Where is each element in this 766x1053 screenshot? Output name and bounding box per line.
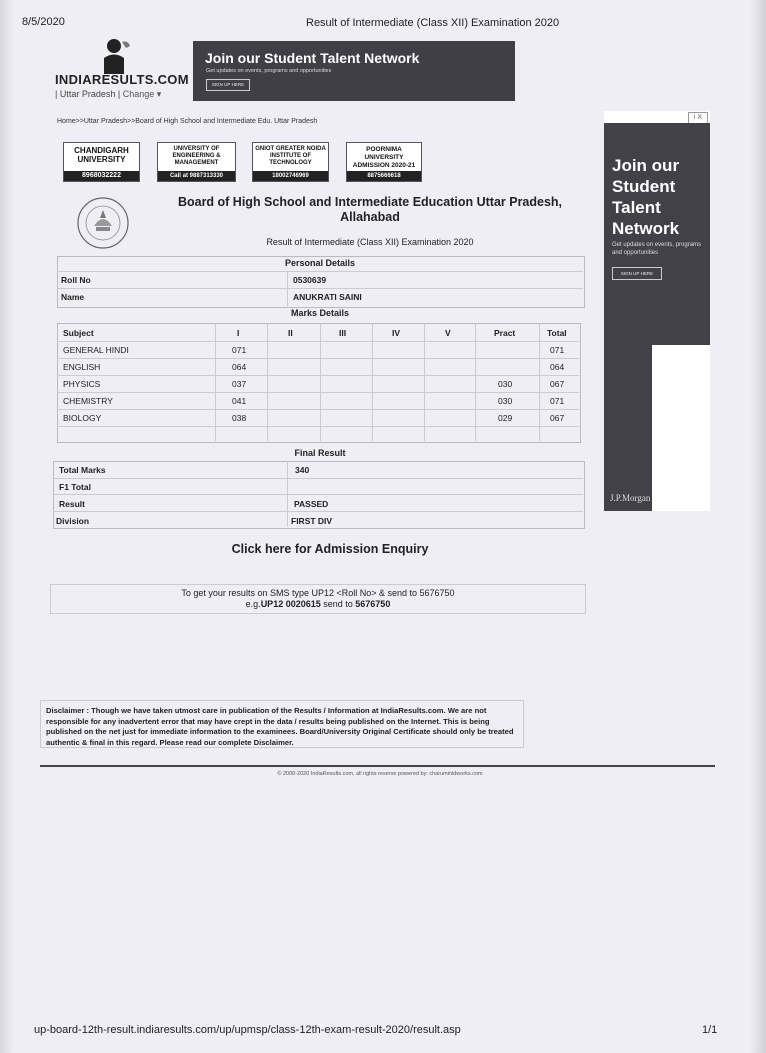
total-marks-value: 340 [295, 465, 310, 475]
row-divider [57, 392, 579, 393]
print-url: up-board-12th-result.indiaresults.com/up/upmsp/class-12th-exam-result-2020/result.asp [34, 1024, 461, 1036]
ad-headline: Join our Student Talent Network [205, 50, 420, 66]
col-divider [287, 461, 288, 527]
division-label: Division [56, 516, 90, 526]
result-value: PASSED [294, 499, 329, 509]
print-title: Result of Intermediate (Class XII) Examination 2020 [306, 17, 560, 29]
logo-person-icon [100, 38, 132, 74]
final-result-heading: Final Result [294, 448, 346, 458]
marks-i: 071 [232, 345, 247, 355]
sponsor-name: UNIVERSITY OF ENGINEERING & MANAGEMENT [172, 146, 221, 166]
state-label: | Uttar Pradesh | [55, 89, 121, 99]
row-divider [57, 426, 579, 427]
change-state-link[interactable]: Change ▾ [122, 89, 162, 99]
marks-total: 067 [550, 413, 565, 423]
disclaimer: Disclaimer : Though we have taken utmost care in publication of the Results / Information at IndiaResults.com. We are not responsible for any inadvertent error that may have crept in the data / results being published on the Internet. This is being published on the net just for immediate information to the examinees. Board/University Original Certificate should only be treated authentic & final in this regard. Please read our complete Disclaimer. [40, 700, 524, 748]
row-divider [53, 478, 583, 479]
row-divider [53, 494, 583, 495]
marks-total: 064 [550, 362, 565, 372]
roll-no-label: Roll No [61, 275, 91, 285]
result-label: Result [59, 499, 85, 509]
sponsor-gniot[interactable] [252, 142, 329, 182]
marks-details-heading: Marks Details [290, 308, 350, 318]
breadcrumb[interactable]: Home>>Uttar Pradesh>>Board of High School and Intermediate Edu. Uttar Pradesh [57, 118, 318, 125]
divider [287, 271, 288, 306]
roll-no-value: 0530639 [293, 275, 327, 285]
col-pract: Pract [494, 328, 516, 338]
marks-total: 071 [550, 345, 565, 355]
total-marks-label: Total Marks [59, 465, 106, 475]
sponsor-phone: Call at 9887313330 [158, 171, 235, 181]
marks-i: 064 [232, 362, 247, 372]
scan-edge-right [750, 0, 766, 1053]
row-divider [53, 511, 583, 512]
marks-pract: 030 [498, 379, 513, 389]
top-banner-ad[interactable] [193, 41, 515, 101]
col-subject: Subject [63, 328, 94, 338]
state-selector [55, 89, 161, 100]
row-divider [57, 375, 579, 376]
col-v: V [445, 328, 451, 338]
print-page-number: 1/1 [702, 1024, 718, 1036]
row-divider [57, 358, 579, 359]
sponsor-phone: 8875666618 [347, 171, 421, 181]
side-banner-ad[interactable] [604, 111, 710, 511]
sponsor-name: CHANDIGARH UNIVERSITY [74, 146, 129, 164]
marks-i: 037 [232, 379, 247, 389]
sms-eg: e.g. [245, 599, 261, 609]
sponsor-uem[interactable] [157, 142, 236, 182]
division-value: FIRST DIV [291, 516, 333, 526]
scan-edge-left [0, 0, 14, 1053]
sms-send-to: send to [320, 599, 356, 609]
sponsor-phone: 8968032222 [64, 171, 139, 181]
col-total: Total [547, 328, 567, 338]
board-emblem-icon [76, 196, 130, 250]
copyright: © 2000-2020 IndiaResults.com, all rights reserve powered by: charuminidworks.com [277, 771, 483, 777]
sponsor-phone: 18002746969 [253, 171, 328, 181]
ad-signup-button[interactable]: SIGN UP HERE [206, 79, 250, 91]
f1-total-label: F1 Total [59, 482, 91, 492]
row-divider [57, 409, 579, 410]
ad-side-headline: Join our Student Talent Network [612, 156, 680, 238]
marks-i: 041 [232, 396, 247, 406]
sms-example-code: UP12 0020615 [260, 599, 321, 609]
print-date: 8/5/2020 [22, 16, 65, 28]
personal-details-heading: Personal Details [284, 258, 356, 268]
sponsor-chandigarh-university[interactable] [63, 142, 140, 182]
sms-line1: To get your results on SMS type UP12 <Roll No> & send to 5676750 [181, 588, 455, 598]
subject-name: CHEMISTRY [63, 396, 113, 406]
sponsor-name: GNIOT GREATER NOIDA INSTITUTE OF TECHNOLOGY [255, 146, 326, 166]
subject-name: GENERAL HINDI [63, 345, 129, 355]
subject-name: BIOLOGY [63, 413, 102, 423]
result-title: Result of Intermediate (Class XII) Examination 2020 [266, 237, 474, 247]
logo-text: INDIARESULTS.COM [55, 72, 189, 87]
board-title-line2: Allahabad [340, 210, 400, 224]
sms-info-box [50, 584, 586, 614]
board-title-line1: Board of High School and Intermediate Education Uttar Pradesh, [177, 195, 563, 209]
ad-subtext: Get updates on events, programs and opportunities [206, 68, 332, 74]
marks-i: 038 [232, 413, 247, 423]
ad-brand: J.P.Morgan [610, 493, 651, 503]
sponsor-poornima[interactable] [346, 142, 422, 182]
divider [57, 288, 583, 289]
marks-pract: 030 [498, 396, 513, 406]
col-iv: IV [392, 328, 401, 338]
col-iii: III [339, 328, 347, 338]
admission-enquiry-link[interactable]: Click here for Admission Enquiry [231, 542, 429, 556]
subject-name: PHYSICS [63, 379, 101, 389]
footer-rule [40, 765, 715, 767]
sms-number: 5676750 [355, 599, 391, 609]
ad-side-subtext: Get updates on events, programs and opportunities [612, 242, 702, 256]
name-label: Name [61, 292, 85, 302]
subject-name: ENGLISH [63, 362, 101, 372]
marks-pract: 029 [498, 413, 513, 423]
marks-total: 067 [550, 379, 565, 389]
board-title [150, 195, 590, 225]
col-i: I [237, 328, 240, 338]
ad-close-icon[interactable]: i X [688, 112, 708, 124]
ad-panel-lower [604, 345, 652, 511]
name-value: ANUKRATI SAINI [293, 292, 362, 302]
sponsor-name: POORNIMA UNIVERSITY ADMISSION 2020-21 [352, 146, 416, 169]
divider [57, 271, 583, 272]
row-divider [57, 341, 579, 342]
marks-total: 071 [550, 396, 565, 406]
sms-line2 [51, 599, 585, 609]
col-ii: II [288, 328, 293, 338]
ad-side-signup-button[interactable]: SIGN UP HERE [612, 267, 662, 280]
